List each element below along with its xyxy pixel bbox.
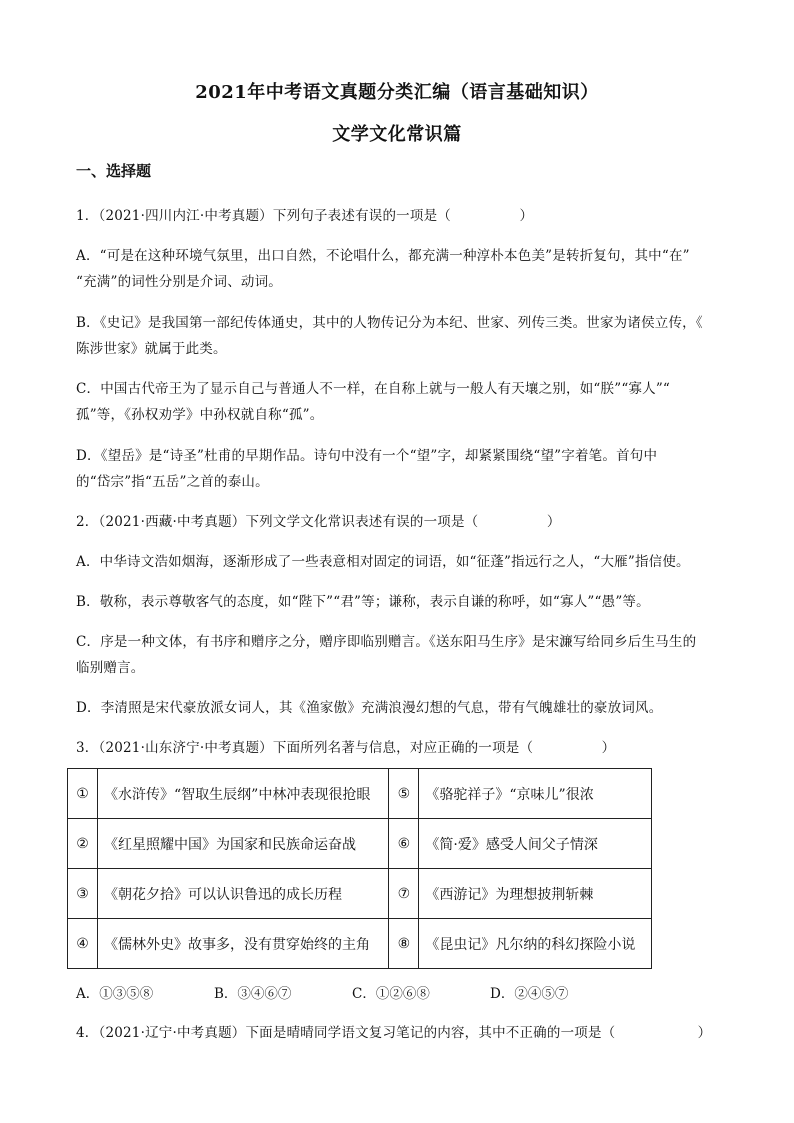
q1-option-d: D．《望岳》是“诗圣”杜甫的早期作品。诗句中没有一个“望”字，却紧紧围绕“望”字着笔。首句中 (76, 448, 658, 464)
q2-option-c-cont: 临别赠言。 (76, 660, 145, 676)
table-row (68, 869, 652, 919)
q2-option-c: C．序是一种文体，有书序和赠序之分，赠序即临别赠言。《送东阳马生序》是宋濂写给同乡后生马生的 (76, 634, 697, 650)
table-cell-number: ⑤ (389, 769, 419, 819)
q3-works-table (67, 768, 652, 969)
q3-choice-b: B．③④⑥⑦ (214, 986, 292, 1002)
table-cell-work: 《骆驼祥子》“京味儿”很浓 (419, 769, 652, 819)
table-cell-number: ④ (68, 919, 98, 969)
page-subtitle: 文学文化常识篇 (332, 124, 462, 145)
q1-option-b: B．《史记》是我国第一部纪传体通史，其中的人物传记分为本纪、世家、列传三类。世家为诸侯立传，《 (76, 315, 703, 331)
q3-choice-a: A．①③⑤⑧ (76, 986, 154, 1002)
q2-option-a: A．中华诗文浩如烟海，逐渐形成了一些表意相对固定的词语，如“征蓬”指远行之人，“大雁”指信使。 (76, 554, 690, 570)
q4-stem: 4．（2021·辽宁·中考真题）下面是晴晴同学语文复习笔记的内容，其中不正确的一项是（ ） (76, 1025, 712, 1041)
q2-option-d: D．李清照是宋代豪放派女词人，其《渔家傲》充满浪漫幻想的气息，带有气魄雄壮的豪放词风。 (76, 700, 663, 716)
q3-choice-c: C．①②⑥⑧ (352, 986, 430, 1002)
table-row (68, 919, 652, 969)
table-cell-work: 《朝花夕拾》可以认识鲁迅的成长历程 (98, 869, 389, 919)
table-cell-number: ① (68, 769, 98, 819)
table-cell-number: ② (68, 819, 98, 869)
table-cell-work: 《红星照耀中国》为国家和民族命运奋战 (98, 819, 389, 869)
q1-option-c-cont: 孤”等，《孙权劝学》中孙权就自称“孤”。 (76, 407, 324, 423)
q1-option-b-cont: 陈涉世家》就属于此类。 (76, 341, 227, 357)
table-cell-work: 《昆虫记》凡尔纳的科幻探险小说 (419, 919, 652, 969)
q1-option-c: C．中国古代帝王为了显示自己与普通人不一样，在自称上就与一般人有天壤之别，如“朕”“寡人”“ (76, 381, 671, 397)
q3-choice-d: D．②④⑤⑦ (490, 986, 569, 1002)
table-cell-work: 《水浒传》“智取生辰纲”中林冲表现很抢眼 (98, 769, 389, 819)
q2-option-b: B．敬称，表示尊敬客气的态度，如“陛下”“君”等；谦称，表示自谦的称呼，如“寡人”“愚”等。 (76, 594, 650, 610)
q2-stem: 2．（2021·西藏·中考真题）下列文学文化常识表述有误的一项是（ ） (76, 514, 561, 530)
table-row (68, 769, 652, 819)
table-cell-number: ⑦ (389, 869, 419, 919)
q1-option-a-cont: “充满”的词性分别是介词、动词。 (76, 274, 283, 290)
table-cell-number: ⑥ (389, 819, 419, 869)
section-heading: 一、选择题 (76, 162, 152, 180)
q1-option-d-cont: 的“岱宗”指“五岳”之首的泰山。 (76, 474, 269, 490)
table-row (68, 819, 652, 869)
table-cell-number: ③ (68, 869, 98, 919)
table-cell-work: 《西游记》为理想披荆斩棘 (419, 869, 652, 919)
q1-option-a: A．“可是在这种环境气氛里，出口自然，不论唱什么，都充满一种淳朴本色美”是转折复句，其中“在” (76, 248, 690, 264)
q3-choices (76, 982, 736, 1002)
table-cell-work: 《简·爱》感受人间父子情深 (419, 819, 652, 869)
q3-stem: 3．（2021·山东济宁·中考真题）下面所列名著与信息，对应正确的一项是（ ） (76, 740, 616, 756)
table-cell-work: 《儒林外史》故事多，没有贯穿始终的主角 (98, 919, 389, 969)
table-cell-number: ⑧ (389, 919, 419, 969)
q1-stem: 1．（2021·四川内江·中考真题）下列句子表述有误的一项是（ ） (76, 208, 534, 224)
page-title: 2021年中考语文真题分类汇编（语言基础知识） (195, 82, 599, 103)
